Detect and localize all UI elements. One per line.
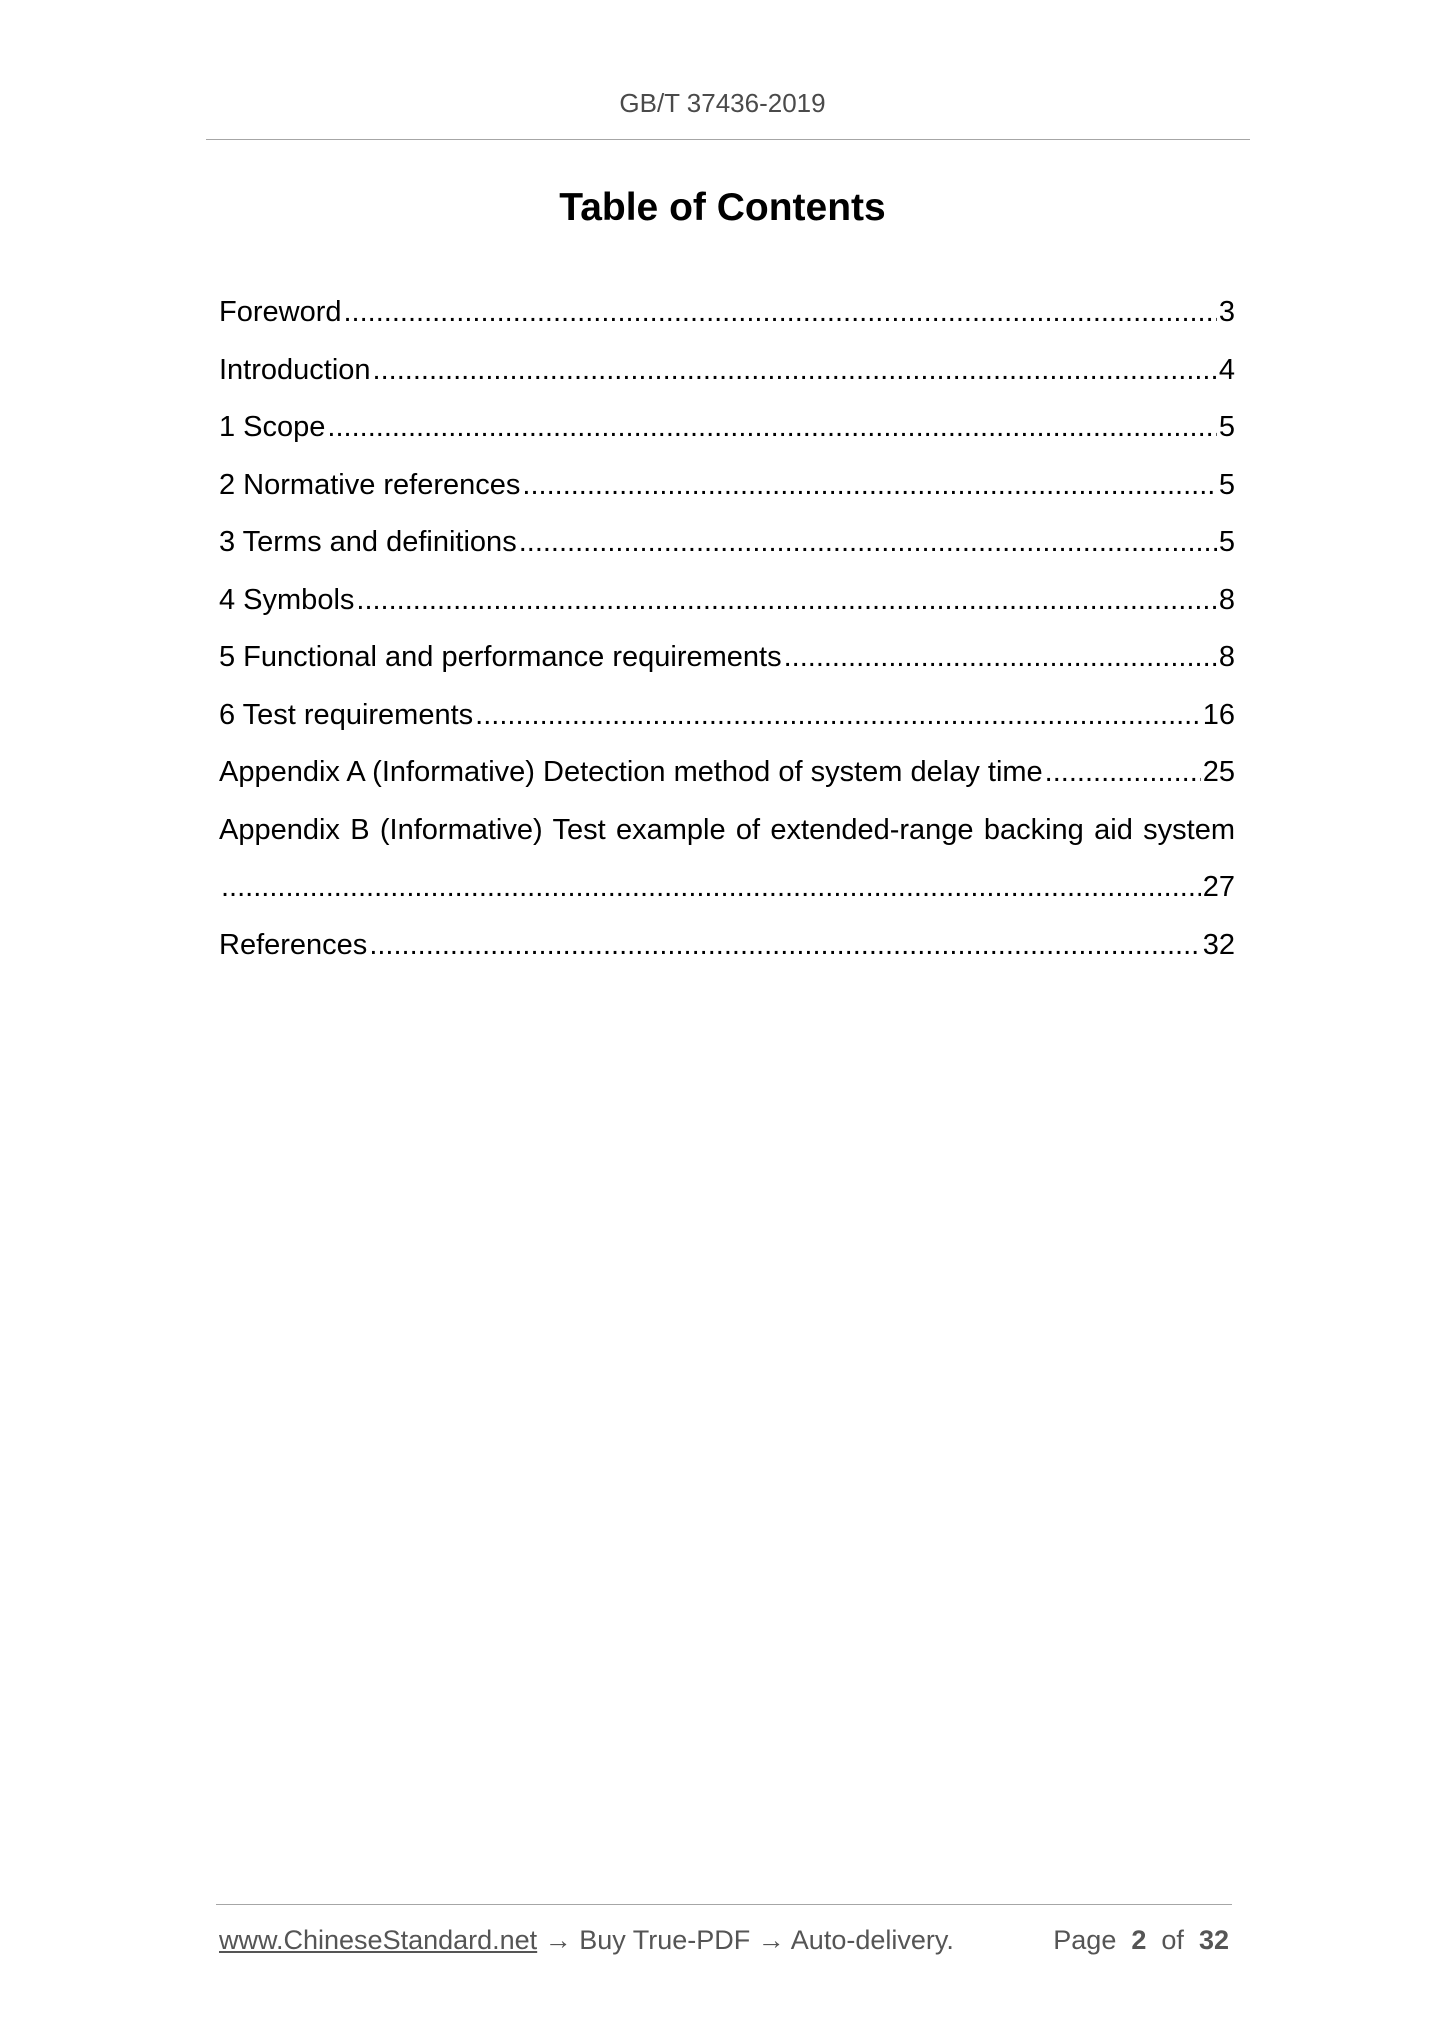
buy-true-pdf-text: Buy True-PDF bbox=[579, 1925, 751, 1955]
toc-entry-continuation bbox=[219, 867, 1235, 925]
toc-entry-page: 8 bbox=[1218, 641, 1235, 673]
toc-entry-test-requirements[interactable] bbox=[219, 695, 1235, 753]
toc-entry-symbols[interactable] bbox=[219, 580, 1235, 638]
toc-leader-dots bbox=[522, 465, 1216, 505]
toc-entry-references[interactable] bbox=[219, 925, 1235, 983]
toc-entry-page: 32 bbox=[1202, 928, 1235, 961]
toc-entry-functional-and-performance-requirements[interactable] bbox=[219, 637, 1235, 695]
toc-leader-dots bbox=[1045, 752, 1201, 792]
toc-leader-dots bbox=[475, 695, 1201, 735]
toc-heading: Table of Contents bbox=[559, 186, 886, 229]
header-divider bbox=[206, 139, 1250, 140]
toc-entry-page: 5 bbox=[1218, 411, 1235, 443]
toc-entry-label: 2 Normative references bbox=[219, 468, 521, 501]
toc-leader-dots bbox=[327, 407, 1216, 447]
arrow-right-icon: → bbox=[544, 1925, 572, 1955]
toc-leader-dots bbox=[784, 637, 1217, 677]
toc-entry-page: 4 bbox=[1218, 353, 1235, 386]
toc-entry-terms-and-definitions[interactable] bbox=[219, 522, 1235, 580]
toc-leader-dots bbox=[373, 350, 1217, 390]
toc-entry-appendix-b[interactable] bbox=[219, 810, 1235, 925]
toc-entry-scope[interactable] bbox=[219, 407, 1235, 465]
current-page-number: 2 bbox=[1131, 1925, 1147, 1955]
toc-entry-label: 5 Functional and performance requirements bbox=[219, 641, 782, 673]
page-of-word: of bbox=[1161, 1925, 1184, 1955]
toc-entry-page: 5 bbox=[1218, 468, 1235, 501]
page-word: Page bbox=[1053, 1925, 1117, 1955]
toc-entry-page: 5 bbox=[1218, 526, 1235, 558]
toc-entry-label: 3 Terms and definitions bbox=[219, 526, 517, 558]
toc-leader-dots bbox=[221, 867, 1201, 907]
toc-entry-normative-references[interactable] bbox=[219, 465, 1235, 523]
document-header-title: GB/T 37436-2019 bbox=[619, 88, 826, 118]
toc-leader-dots bbox=[519, 522, 1217, 562]
toc-entry-label: 1 Scope bbox=[219, 411, 326, 443]
toc-entry-introduction[interactable] bbox=[219, 350, 1235, 408]
website-link[interactable]: www.ChineseStandard.net bbox=[219, 1925, 538, 1955]
toc-entry-page: 25 bbox=[1202, 756, 1235, 788]
page-footer bbox=[219, 1925, 1229, 1956]
toc-entry-label: Appendix A (Informative) Detection method of system delay time bbox=[219, 756, 1043, 788]
footer-divider bbox=[216, 1904, 1232, 1905]
page-counter bbox=[1053, 1925, 1229, 1956]
toc-entry-foreword[interactable] bbox=[219, 292, 1235, 350]
toc-leader-dots bbox=[369, 925, 1200, 965]
toc-entry-page: 8 bbox=[1218, 583, 1235, 616]
toc-entry-label: Foreword bbox=[219, 296, 342, 328]
table-of-contents bbox=[219, 292, 1235, 982]
toc-entry-label: 6 Test requirements bbox=[219, 698, 474, 731]
arrow-right-icon: → bbox=[757, 1925, 785, 1955]
toc-leader-dots bbox=[356, 580, 1216, 620]
footer-left bbox=[219, 1925, 954, 1956]
total-pages-number: 32 bbox=[1198, 1925, 1229, 1955]
toc-entry-page: 27 bbox=[1202, 871, 1235, 903]
toc-entry-label: 4 Symbols bbox=[219, 583, 355, 616]
toc-entry-label: Introduction bbox=[219, 353, 371, 386]
toc-entry-page: 3 bbox=[1218, 296, 1235, 328]
auto-delivery-text: Auto-delivery. bbox=[790, 1925, 954, 1955]
toc-leader-dots bbox=[344, 292, 1217, 332]
toc-entry-page: 16 bbox=[1202, 698, 1235, 731]
toc-entry-label: Appendix B (Informative) Test example of extended-range backing aid system bbox=[219, 813, 1235, 846]
toc-entry-appendix-a[interactable] bbox=[219, 752, 1235, 810]
toc-entry-label: References bbox=[219, 928, 368, 961]
